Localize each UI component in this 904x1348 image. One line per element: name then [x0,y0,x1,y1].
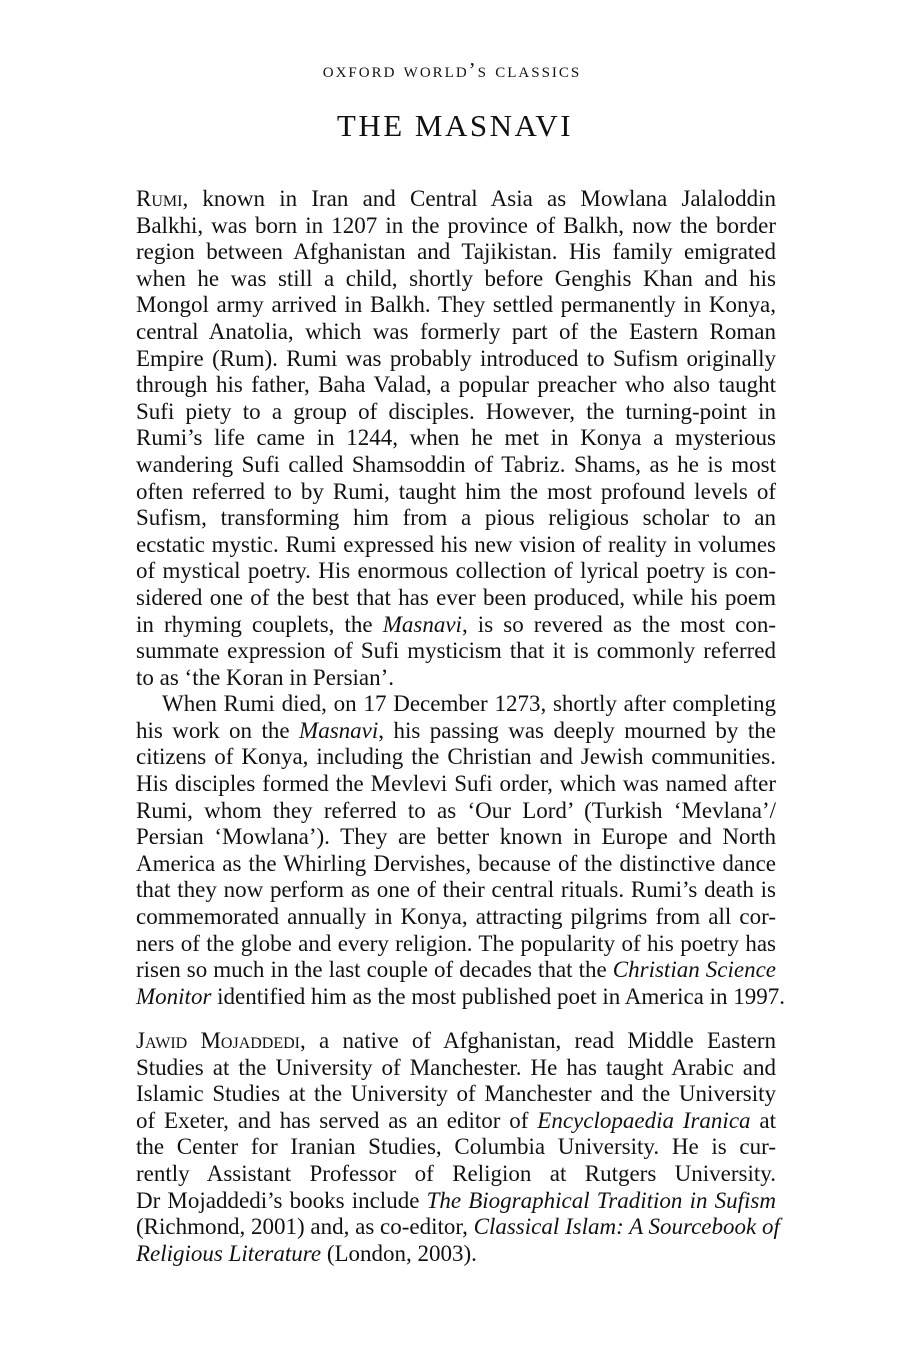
italic-title: Encyclopaedia Iranica [537,1107,751,1133]
text-line: Jawid Mojaddedi, a native of Afghanistan, read Middle Eastern [136,1028,776,1053]
text-line: (Richmond, 2001) and, as co-editor, Classical Islam: A Sourcebook of [136,1214,780,1240]
text-line: region between Afghanistan and Tajikistan. His family emigrated [136,239,776,265]
text-line: of mystical poetry. His enormous collection of lyrical poetry is con- [136,558,776,584]
text-line: the Center for Iranian Studies, Columbia University. He is cur- [136,1134,776,1160]
text-line: Studies at the University of Manchester. He has taught Arabic and [136,1054,776,1080]
rumi-biography [136,186,786,1010]
text-line: Mongol army arrived in Balkh. They settled permanently in Konya, [136,292,776,318]
italic-title: Monitor [136,983,212,1009]
text-line: Persian ‘Mowlana’). They are better known in Europe and North [136,824,776,850]
text-line: summate expression of Sufi mysticism that it is commonly referred [136,638,776,664]
text-line: citizens of Konya, including the Christian and Jewish communities. [136,744,776,770]
text-line: Rumi, whom they referred to as ‘Our Lord’ (Turkish ‘Mevlana’/ [136,797,776,823]
translator-biography [136,1028,780,1267]
text-line: risen so much in the last couple of decades that the Christian Science [136,957,777,983]
italic-title: Masnavi [299,717,379,743]
text-line: central Anatolia, which was formerly part of the Eastern Roman [136,318,776,344]
text-line: when he was still a child, shortly before Genghis Khan and his [136,265,776,291]
text-line: Dr Mojaddedi’s books include The Biographical Tradition in Sufism [136,1187,776,1213]
italic-title: Religious Literature [136,1240,322,1266]
text-line: America as the Whirling Dervishes, because of the distinctive dance [136,850,776,876]
text-line: in rhyming couplets, the Masnavi, is so revered as the most con- [136,611,777,637]
text-line: Sufi piety to a group of disciples. However, the turning-point in [136,398,776,424]
italic-title: Masnavi [382,611,462,637]
text-line: ecstatic mystic. Rumi expressed his new vision of reality in volumes [136,531,776,557]
italic-title: Classical Islam: A Sourcebook of [473,1214,780,1240]
italic-title: Christian Science [612,957,777,983]
series-name: oxford world’s classics [322,58,582,82]
book-title: THE MASNAVI [336,108,574,143]
text-line: Sufism, transforming him from a pious religious scholar to an [136,505,776,531]
text-line: Monitor identified him as the most published poet in America in 1997. [136,983,786,1009]
text-line: of Exeter, and has served as an editor of Encyclopaedia Iranica at [136,1107,776,1133]
text-line: through his father, Baha Valad, a popular preacher who also taught [136,372,776,398]
text-line: to as ‘the Koran in Persian’. [136,664,395,690]
text-line: often referred to by Rumi, taught him the most profound levels of [136,478,776,504]
text-line: When Rumi died, on 17 December 1273, shortly after completing [162,691,776,717]
text-line: Empire (Rum). Rumi was probably introduced to Sufism originally [136,345,776,371]
text-line: Balkhi, was born in 1207 in the province of Balkh, now the border [136,212,776,238]
text-line: Rumi’s life came in 1244, when he met in Konya a mysterious [136,425,776,451]
translator-name: Jawid Mojaddedi [136,1028,301,1053]
author-name: Rumi [136,186,183,211]
text-line: that they now perform as one of their central rituals. Rumi’s death is [136,877,776,903]
text-line: wandering Sufi called Shamsoddin of Tabriz. Shams, as he is most [136,451,776,477]
text-line: His disciples formed the Mevlevi Sufi order, which was named after [136,771,776,797]
text-line: sidered one of the best that has ever been produced, while his poem [136,584,776,610]
text-line: Religious Literature (London, 2003). [136,1240,477,1266]
text-line: ners of the globe and every religion. The popularity of his poetry has [136,930,776,956]
text-line: his work on the Masnavi, his passing was deeply mourned by the [136,717,776,743]
italic-title: The Biographical Tradition in Sufism [426,1187,776,1213]
text-line: Islamic Studies at the University of Manchester and the University [136,1081,776,1107]
text-line: Rumi, known in Iran and Central Asia as Mowlana Jalaloddin [136,186,776,211]
text-line: rently Assistant Professor of Religion at Rutgers University. [136,1160,776,1186]
text-line: commemorated annually in Konya, attracting pilgrims from all cor- [136,904,776,930]
